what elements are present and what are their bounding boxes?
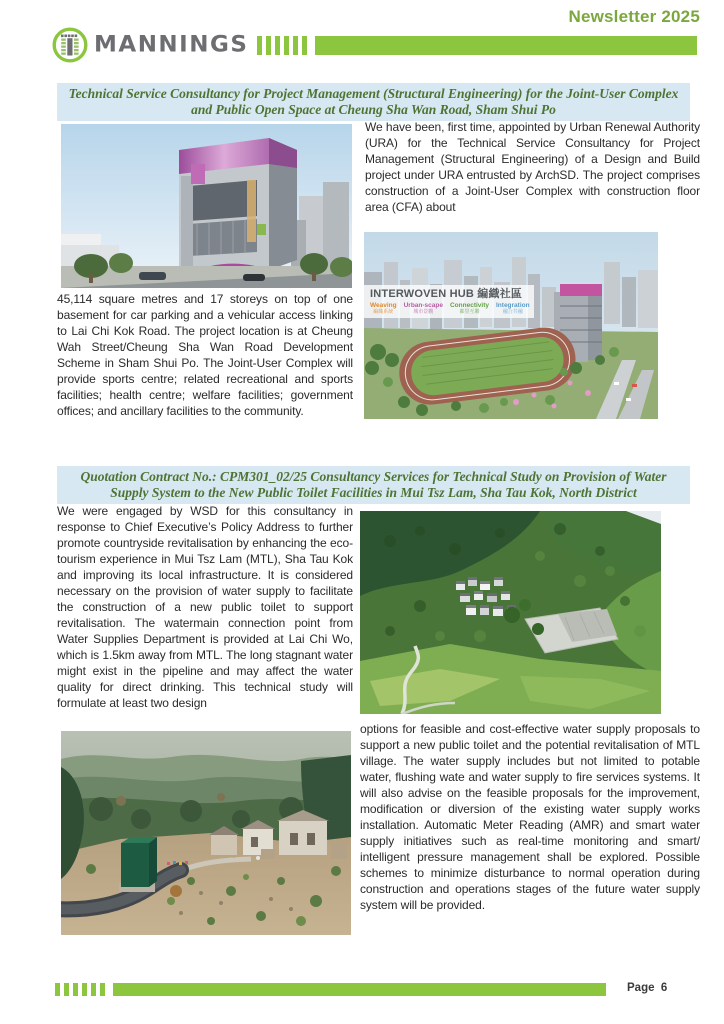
- article-2-text-left: We were engaged by WSD for this consultancy in response to Chief Executive’s Policy Address to further promote countryside revitalisation by enhancing the eco-tourism experience in Mui Tsz Lam (MTL), Sha Tau Kok and improving its local infrastructure. It is considered necessary on the provision of water supply to facilitate the construction of a new public toilet to support revitalisation. The watermain connection point from Water Supplies Department is provided at Lai Chi Wo, which is 1.5km away from MTL. The long stagnant water might exist in the pipeline and may affect the water quality for direct drinking. This technical study will formulate at least two design: [57, 504, 353, 710]
- interwoven-hub-rendering-image: [364, 232, 658, 419]
- mtl-village-path-photo: [61, 731, 351, 935]
- header-green-bar: [315, 36, 697, 55]
- page-number: Page 6: [627, 982, 668, 994]
- header-tick-bars: [257, 36, 311, 55]
- footer-tick-bars: [55, 983, 109, 996]
- newsletter-title: Newsletter 2025: [568, 7, 700, 26]
- keyword-integration: Integration 融合共融: [496, 302, 530, 315]
- keyword-weaving: Weaving 編織系統: [370, 302, 397, 315]
- mannings-logo-icon: [52, 27, 88, 63]
- interwoven-overlay: [364, 285, 534, 318]
- footer-bar-row: [55, 983, 606, 996]
- interwoven-overlay-title: INTERWOVEN HUB 編織社區: [370, 288, 523, 300]
- article-2-text-right: options for feasible and cost-effective water supply proposals to support a new public toilet and the potential revitalisation of MTL village. The water supply includes but not limited to potable water, flushing wate and water supply to fire services systems. It will also advise on the feasible proposals for the improvement, modification or diversion of the existing water supply works installation. Automatic Meter Reading (AMR) and smart water supply initiatives such as real-time monitoring and smart/ intelligent pressure management shall be explored. Possible schemes to minimize disturbance to normal operation during construction and operations stages of the future water supply system will be provided.: [360, 722, 700, 912]
- keyword-urban-scape: Urban-scape 城市景觀: [403, 302, 443, 315]
- article-1-text-right: We have been, first time, appointed by Urban Renewal Authority (URA) for the Technical Service Consultancy for Project Management (Structural Engineering) of a Design and Build project under URA entrusted by ArchSD. The project comprises construction of a Joint-User Complex with construction floor area (CFA) about: [365, 120, 700, 214]
- joint-user-complex-rendering-image: [61, 124, 352, 288]
- interwoven-keywords: [370, 302, 530, 315]
- article-2-title: Quotation Contract No.: CPM301_02/25 Consultancy Services for Technical Study on Provision of Water Supply System to the New Public Toilet Facilities in Mui Tsz Lam, Sha Tau Kok, North District: [57, 466, 690, 504]
- mui-tsz-lam-aerial-photo: [360, 511, 661, 714]
- keyword-connectivity: Connectivity 鄰里互聯: [449, 302, 489, 315]
- footer-green-bar: [113, 983, 606, 996]
- article-1-title: Technical Service Consultancy for Project Management (Structural Engineering) for the Joint-User Complex and Public Open Space at Cheung Sha Wan Road, Sham Shui Po: [57, 83, 690, 121]
- brand-header: [52, 27, 697, 63]
- brand-wordmark: MANNINGS: [94, 32, 249, 58]
- article-1-text-left: 45,114 square metres and 17 storeys on top of one basement for car parking and a vehicular access linking to Lai Chi Kok Road. The project location is at Cheung Wah Street/Cheung Sha Wan Road Development Scheme in Sham Shui Po. The Joint-User Complex will provide sports centre; related recreational and sports facilities; health centre; welfare facilities; government offices; and ancillary facilities to the community.: [57, 292, 353, 418]
